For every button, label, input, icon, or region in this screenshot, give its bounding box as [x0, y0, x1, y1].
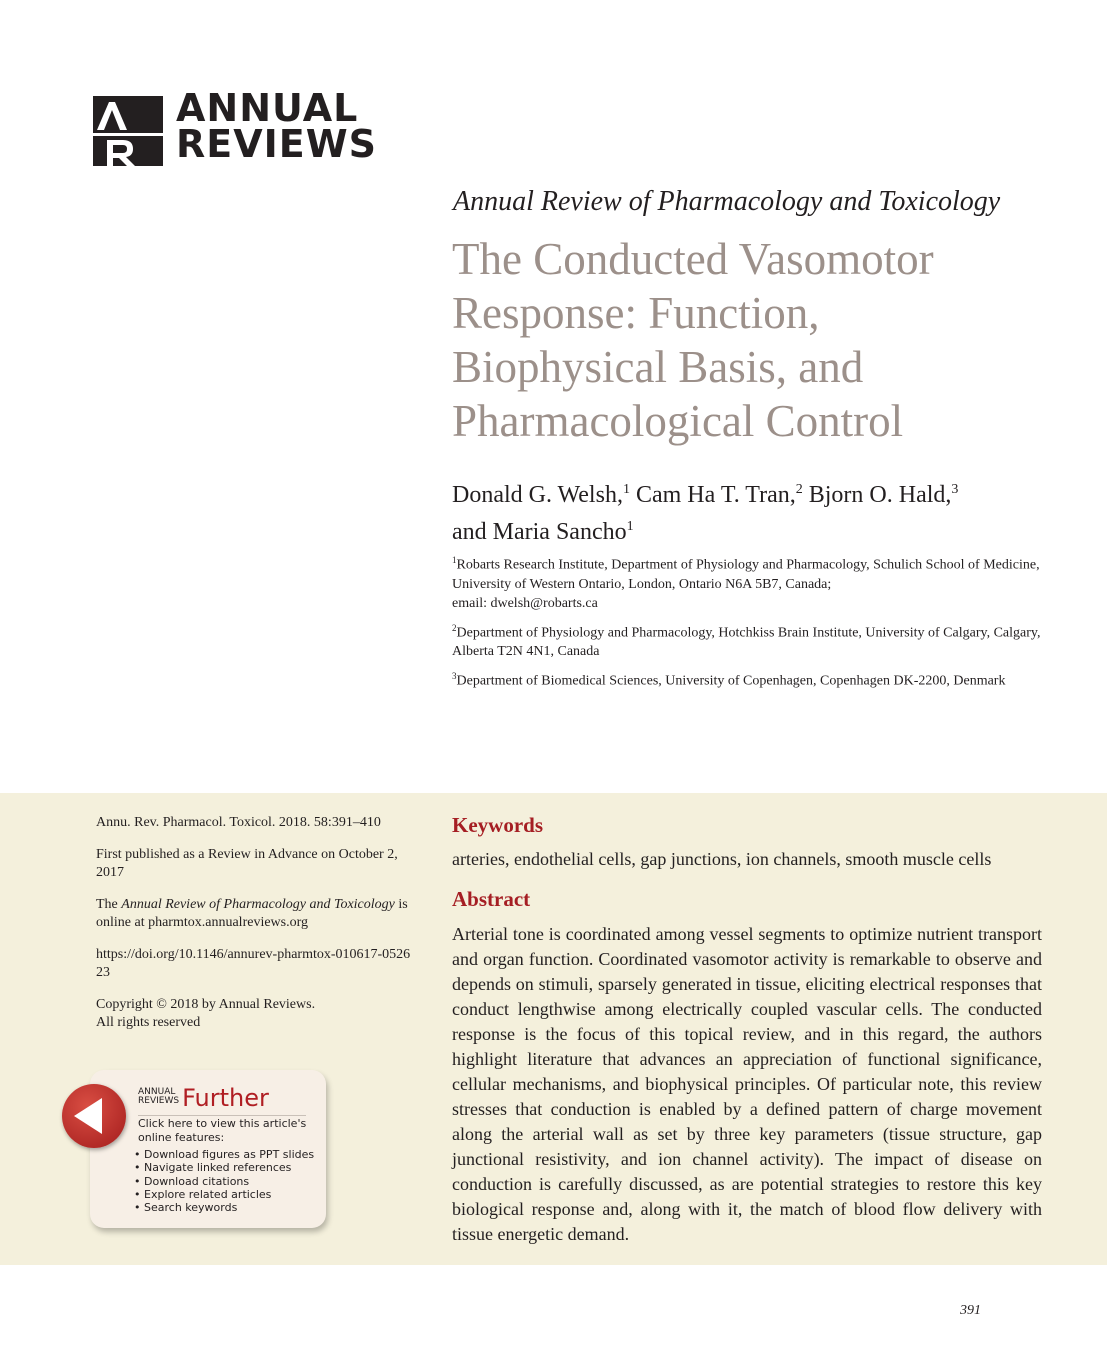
- affil-text: Robarts Research Institute, Department of Physiology and Pharmacology, Schulich School of Medicine, University of Western Ontario, London, Ontario N6A 5B7, Canada;: [452, 557, 1040, 592]
- copyright-line: Copyright © 2018 by Annual Reviews.: [96, 997, 316, 1012]
- author-name[interactable]: Bjorn O. Hald,: [808, 482, 952, 508]
- annual-reviews-logo: [93, 86, 378, 168]
- affiliation: [452, 619, 1052, 662]
- affil-sup: 1: [452, 555, 457, 565]
- online-prefix: The: [96, 897, 118, 912]
- citation: Annu. Rev. Pharmacol. Toxicol. 2018. 58:391–410: [96, 815, 381, 830]
- abstract-heading: Abstract: [452, 887, 531, 911]
- author-name[interactable]: Donald G. Welsh,: [452, 482, 623, 508]
- author-affil-sup: 3: [951, 482, 959, 497]
- affil-text: Department of Physiology and Pharmacology, Hotchkiss Brain Institute, University of Calgary, Calgary, Alberta T2N 4N1, Canada: [452, 625, 1041, 660]
- title-line: The Conducted Vasomotor: [452, 234, 934, 284]
- affiliation: [452, 551, 1052, 613]
- title-line: Biophysical Basis, and: [452, 342, 864, 392]
- affil-sup: 2: [452, 622, 457, 633]
- affil-sup: 3: [452, 671, 457, 682]
- further-caption: [138, 1117, 308, 1145]
- affiliations: [452, 551, 1052, 697]
- author-affil-sup: 2: [795, 482, 803, 497]
- page-number: 391: [960, 1303, 981, 1318]
- journal-name: Annual Review of Pharmacology and Toxicology: [453, 186, 1001, 217]
- rights-line: All rights reserved: [96, 1015, 201, 1030]
- list-item: • Navigate linked references: [134, 1161, 314, 1174]
- doi-link[interactable]: https://doi.org/10.1146/annurev-pharmtox-010617-052623: [96, 947, 411, 980]
- title-line: Response: Function,: [452, 288, 820, 338]
- article-title: [452, 232, 1052, 448]
- divider: [138, 1115, 306, 1116]
- online-journal: Annual Review of Pharmacology and Toxicology: [121, 897, 395, 912]
- author-name[interactable]: Cam Ha T. Tran,: [635, 482, 796, 508]
- further-box[interactable]: [62, 1070, 326, 1228]
- journal-url[interactable]: is online at pharmtox.annualreviews.org: [96, 897, 408, 930]
- online-info: [96, 896, 416, 932]
- further-play-button[interactable]: [62, 1084, 126, 1148]
- list-item: • Download citations: [134, 1175, 314, 1188]
- click-here-link[interactable]: Click here: [138, 1117, 193, 1130]
- list-item: • Download figures as PPT slides: [134, 1148, 314, 1161]
- ar-logo-mark: [93, 96, 163, 166]
- logo-line-reviews: REVIEWS: [176, 122, 378, 166]
- further-feature-list: [134, 1148, 314, 1214]
- further-heading: [138, 1086, 269, 1110]
- arrow-left-icon: [74, 1098, 102, 1134]
- affil-text: Department of Biomedical Sciences, University of Copenhagen, Copenhagen DK-2200, Denmark: [456, 673, 1006, 689]
- list-item: • Explore related articles: [134, 1188, 314, 1201]
- keywords-text: arteries, endothelial cells, gap junctions, ion channels, smooth muscle cells: [452, 849, 992, 869]
- keywords-heading: Keywords: [452, 813, 543, 837]
- further-caption-text: to view this article's online features:: [138, 1117, 307, 1144]
- further-brand-line: REVIEWS: [138, 1096, 180, 1106]
- author-name[interactable]: and Maria Sancho: [452, 519, 627, 545]
- author-list: [452, 474, 1072, 548]
- article-info-sidebar: [96, 814, 416, 1046]
- author-affil-sup: 1: [626, 519, 634, 534]
- affiliation: [452, 667, 1052, 691]
- logo-line-annual: ANNUAL: [176, 86, 359, 130]
- author-email[interactable]: email: dwelsh@robarts.ca: [452, 595, 598, 611]
- copyright: [96, 996, 416, 1032]
- abstract-text: Arterial tone is coordinated among vessel segments to optimize nutrient transport and organ function. Coordinated vasomotor activity is remarkable to observe and depends on stimuli, sparsely generated in tissue, eliciting electrical responses that conduct lengthwise among electrically coupled vascular cells. The conducted response is the focus of this topical review, and in this regard, the authors highlight literature that advances an appreciation of functional significance, cellular mechanisms, and biophysical principles. Of particular note, this review stresses that conduction is enabled by a defined pattern of charge movement along the arterial wall as set by three key parameters (tissue structure, gap junctional resistivity, and ion channel activity). The impact of disease on conduction is carefully discussed, as are potential strategies to restore this key biological response and, along with it, the match of blood flow delivery with tissue energetic demand.: [452, 924, 1042, 1244]
- list-item: • Search keywords: [134, 1201, 314, 1214]
- title-line: Pharmacological Control: [452, 396, 904, 446]
- logo-wordmark: [176, 86, 378, 166]
- further-brand-line: ANNUAL: [138, 1087, 176, 1097]
- further-title: Further: [182, 1084, 269, 1112]
- author-affil-sup: 1: [622, 482, 630, 497]
- published-date: First published as a Review in Advance on October 2, 2017: [96, 847, 398, 880]
- further-brand: [138, 1088, 179, 1106]
